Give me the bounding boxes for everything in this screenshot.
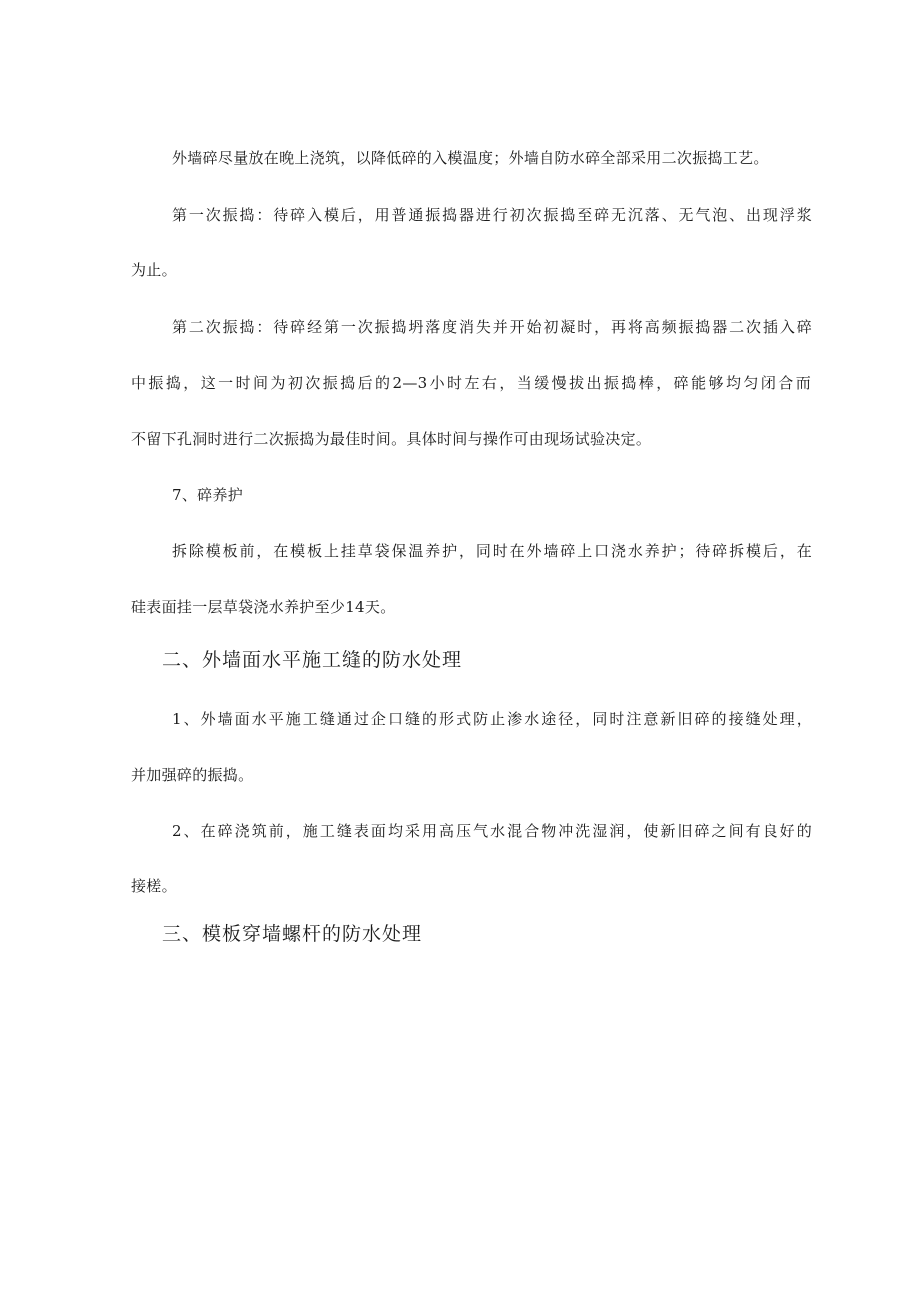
section-heading: 三、模板穿墙螺杆的防水处理 — [162, 923, 423, 945]
paragraph-line: 拆除模板前，在模板上挂草袋保温养护，同时在外墙碎上口浇水养护；待碎拆模后，在 — [172, 542, 812, 560]
paragraph-line: 第一次振捣：待碎入模后，用普通振捣器进行初次振捣至碎无沉落、无气泡、出现浮浆 — [172, 206, 812, 224]
paragraph-line: 2、在碎浇筑前，施工缝表面均采用高压气水混合物冲洗湿润，使新旧碎之间有良好的 — [172, 822, 812, 840]
paragraph-line: 中振捣，这一时间为初次振捣后的2—3小时左右，当缓慢拔出振捣棒，碎能够均匀闭合而 — [131, 374, 811, 392]
paragraph-line: 接槎。 — [131, 877, 177, 895]
section-heading: 二、外墙面水平施工缝的防水处理 — [162, 649, 463, 671]
subheading-line: 7、碎养护 — [172, 486, 244, 504]
paragraph-line: 外墙碎尽量放在晚上浇筑，以降低碎的入模温度；外墙自防水碎全部采用二次振捣工艺。 — [172, 149, 769, 167]
paragraph-line: 为止。 — [131, 261, 177, 279]
paragraph-line: 不留下孔洞时进行二次振捣为最佳时间。具体时间与操作可由现场试验决定。 — [131, 430, 652, 448]
paragraph-line: 并加强碎的振捣。 — [131, 766, 254, 784]
paragraph-line: 硅表面挂一层草袋浇水养护至少14天。 — [131, 598, 396, 616]
paragraph-line: 第二次振捣：待碎经第一次振捣坍落度消失并开始初凝时，再将高频振捣器二次插入碎 — [172, 318, 812, 336]
paragraph-line: 1、外墙面水平施工缝通过企口缝的形式防止渗水途径，同时注意新旧碎的接缝处理， — [172, 710, 812, 728]
